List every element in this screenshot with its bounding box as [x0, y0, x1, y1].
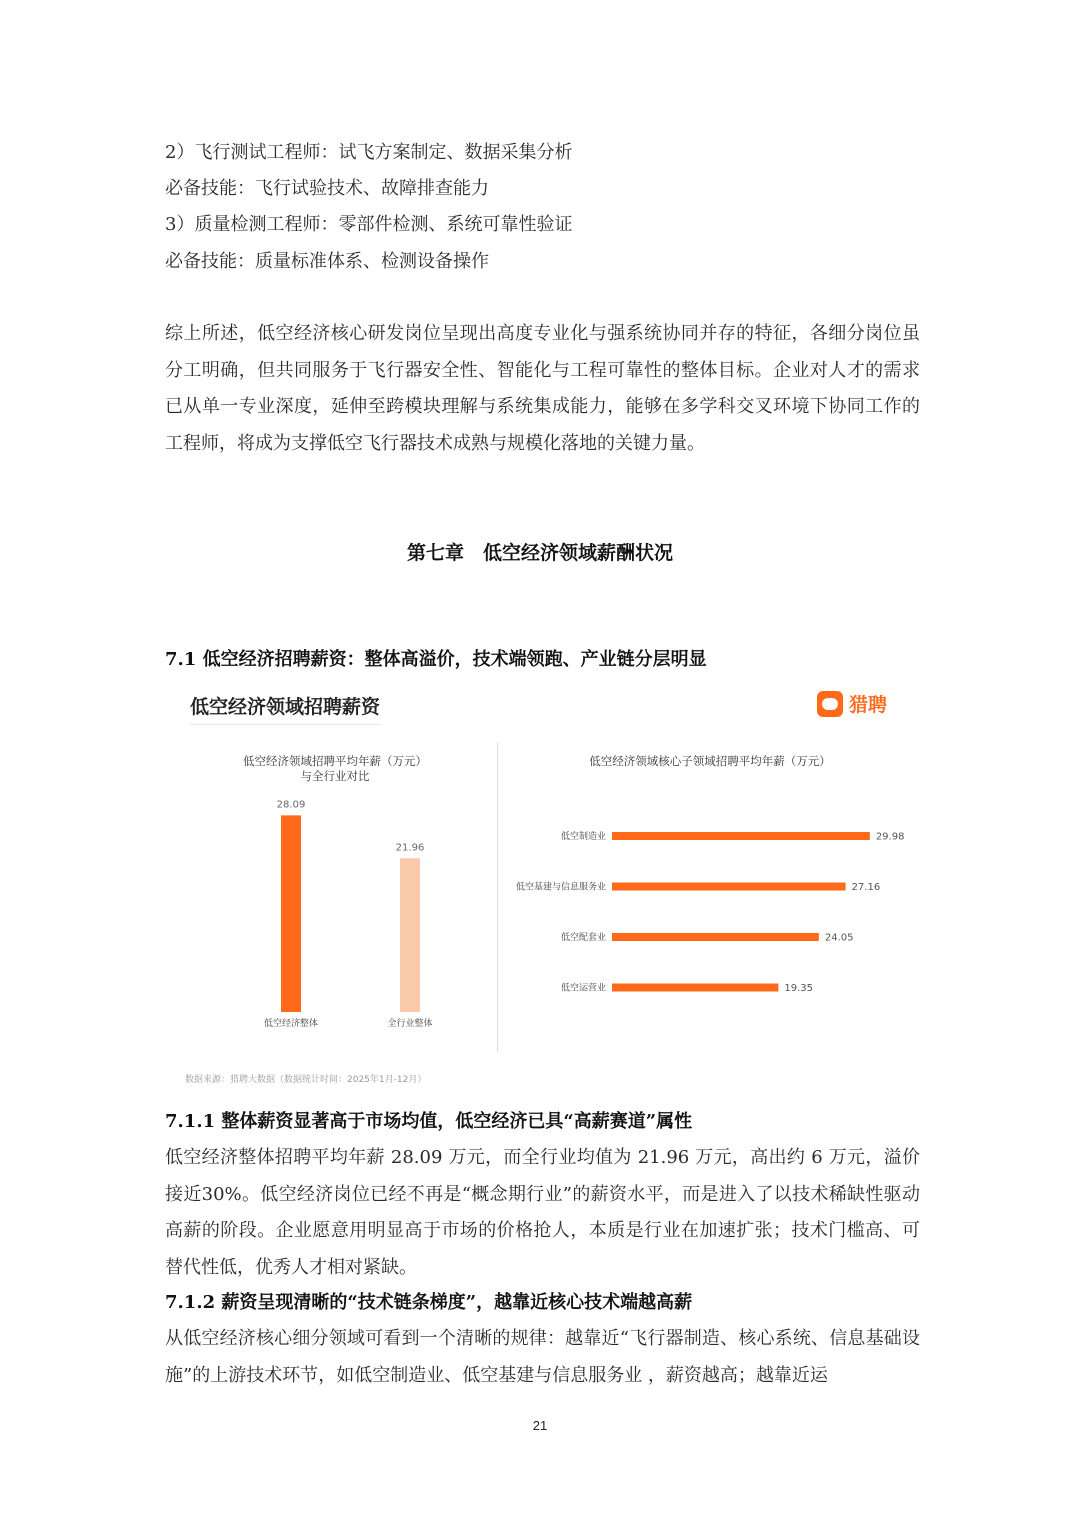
- liepin-logo: [817, 690, 887, 717]
- section-heading-7-1-2: 7.1.2 薪资呈现清晰的“技术链条梯度”，越靠近核心技术端越高薪: [165, 1292, 693, 1313]
- left-chart-title: 低空经济领域招聘平均年薪（万元） 与全行业对比: [243, 754, 427, 783]
- figure-source: 数据来源：猎聘大数据（数据统计时间：2025年1月-12月）: [185, 1075, 427, 1085]
- category-label: 低空经济整体: [263, 1019, 319, 1029]
- chart-divider: [497, 742, 498, 1052]
- body-line: 必备技能：飞行试验技术、故障排查能力: [165, 178, 489, 199]
- bar: [400, 858, 420, 1012]
- figure-title: 低空经济领域招聘薪资: [190, 696, 381, 718]
- body-line: 必备技能：质量标准体系、检测设备操作: [165, 251, 489, 272]
- data-label: 29.98: [875, 831, 905, 843]
- bar: [612, 832, 870, 840]
- category-label: 全行业整体: [387, 1019, 433, 1029]
- body-line: 2）飞行测试工程师：试飞方案制定、数据采集分析: [165, 142, 573, 163]
- category-label: 低空配套业: [560, 933, 606, 943]
- liepin-logo-text: 猎聘: [849, 694, 888, 716]
- bar: [612, 933, 819, 941]
- page-number: 21: [532, 1418, 548, 1433]
- data-label: 24.05: [824, 932, 854, 944]
- section-heading-7-1-1: 7.1.1 整体薪资显著高于市场均值，低空经济已具“高薪赛道”属性: [165, 1111, 693, 1132]
- bar: [612, 883, 846, 891]
- data-label: 21.96: [395, 842, 425, 854]
- data-label: 28.09: [276, 799, 306, 811]
- salary-figure: [165, 680, 920, 1090]
- summary-paragraph: 综上所述，低空经济核心研发岗位呈现出高度专业化与强系统协同并存的特征，各细分岗位虽分工明确，但共同服务于飞行器安全性、智能化与工程可靠性的整体目标。企业对人才的需求已从单一专业深度，延伸至跨模块理解与系统集成能力，能够在多学科交叉环境下协同工作的工程师，将成为支撑低空飞行器技术成熟与规模化落地的关键力量。: [165, 323, 920, 454]
- data-label: 27.16: [851, 882, 881, 893]
- category-label: 低空基建与信息服务业: [515, 882, 606, 893]
- paragraph-7-1-2: 从低空经济核心细分领域可看到一个清晰的规律：越靠近“飞行器制造、核心系统、信息基础设施”的上游技术环节，如低空制造业、低空基建与信息服务业 ，薪资越高；越靠近运: [165, 1328, 920, 1386]
- category-label: 低空运营业: [560, 983, 606, 994]
- bar: [612, 984, 778, 992]
- right-bar-chart: [500, 810, 920, 1050]
- chapter-title: 第七章 低空经济领域薪酬状况: [406, 542, 673, 564]
- liepin-logo-icon: [817, 691, 843, 717]
- bar: [281, 815, 301, 1012]
- category-label: 低空制造业: [560, 832, 606, 842]
- right-chart-title: 低空经济领域核心子领域招聘平均年薪（万元）: [589, 754, 831, 768]
- paragraph-7-1-1: 低空经济整体招聘平均年薪 28.09 万元，而全行业均值为 21.96 万元，高出约 6 万元，溢价接近30%。低空经济岗位已经不再是“概念期行业”的薪资水平，而是进入了以技术稀缺性驱动高薪的阶段。企业愿意用明显高于市场的价格抢人，本质是行业在加速扩张；技术门槛高、可替代性低，优秀人才相对紧缺。: [165, 1147, 920, 1278]
- data-label: 19.35: [784, 983, 814, 994]
- section-heading-7-1: 7.1 低空经济招聘薪资：整体高溢价，技术端领跑、产业链分层明显: [165, 649, 707, 670]
- figure-title-underline: [190, 724, 380, 725]
- left-bar-chart: [165, 760, 495, 1080]
- body-line: 3）质量检测工程师：零部件检测、系统可靠性验证: [165, 214, 573, 235]
